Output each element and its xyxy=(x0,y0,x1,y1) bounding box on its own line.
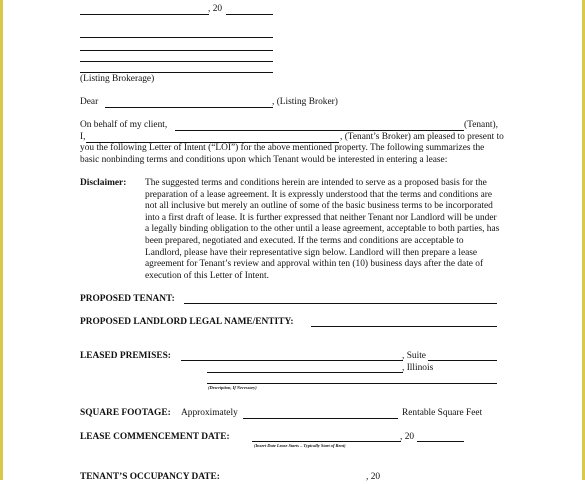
commencement-date-line[interactable] xyxy=(252,441,401,442)
listing-broker-line xyxy=(105,107,273,108)
occupancy-suffix: , 20 xyxy=(366,472,381,482)
proposed-tenant-label: PROPOSED TENANT: xyxy=(80,294,175,304)
description-note: (Description, If Necessary) xyxy=(208,385,257,390)
disclaimer-line: The suggested terms and conditions herein are intended to serve as a proposed basis for the xyxy=(145,178,487,188)
disclaimer-line: agreement for Tenant’s review and approval within ten (10) business days after the date of xyxy=(145,259,484,270)
address-line-3 xyxy=(80,61,273,62)
leased-premises-label: LEASED PREMISES: xyxy=(80,351,171,361)
suite-line[interactable] xyxy=(428,360,497,361)
listing-brokerage-label: (Listing Brokerage) xyxy=(80,74,155,84)
city-line[interactable] xyxy=(207,372,403,373)
date-line xyxy=(80,14,209,15)
intro-line1-start: On behalf of my client, xyxy=(80,120,168,130)
disclaimer-line: execution of this Letter of Intent. xyxy=(145,270,269,281)
disclaimer-text xyxy=(145,178,519,282)
client-name-line xyxy=(175,130,464,131)
commencement-year-line[interactable] xyxy=(417,441,464,442)
disclaimer-line: into a first draft of lease. It is further expressed that neither Tenant nor Landlord will be under xyxy=(145,212,497,223)
intro-line2-start: I, xyxy=(80,132,86,142)
rentable-sq-ft-label: Rentable Square Feet xyxy=(402,408,483,418)
occupancy-date-label: TENANT’S OCCUPANCY DATE: xyxy=(80,472,220,482)
address-line-2 xyxy=(80,50,273,51)
disclaimer-line: been prepared, negotiated and executed. If the terms and conditions are acceptable to xyxy=(145,235,464,246)
square-footage-label: SQUARE FOOTAGE: xyxy=(80,408,171,418)
date-suffix: , 20 xyxy=(208,4,223,14)
intro-line3: you the following Letter of Intent (“LOI”) for the above mentioned property. The following summarizes the xyxy=(80,143,485,153)
landlord-name-label: PROPOSED LANDLORD LEGAL NAME/ENTITY: xyxy=(80,317,294,327)
dear-label: Dear xyxy=(80,97,99,107)
commencement-suffix: , 20 xyxy=(400,432,415,442)
intro-line2-end: , (Tenant’s Broker) am pleased to present to xyxy=(340,132,504,142)
disclaimer-line: not all inclusive but merely an outline of some of the basic business terms to be incorporated xyxy=(145,201,493,212)
address-line-1 xyxy=(80,37,273,38)
intro-line4: basic nonbinding terms and conditions upon which Tenant would be interested in entering a lease: xyxy=(80,155,448,165)
disclaimer-label: Disclaimer: xyxy=(80,178,127,188)
square-footage-line[interactable] xyxy=(243,418,398,419)
approximately-label: Approximately xyxy=(181,408,238,418)
premises-address-line[interactable] xyxy=(181,360,403,361)
intro-line1-end: (Tenant), xyxy=(464,120,498,130)
disclaimer-line: preparation of a lease agreement. It is expressly understood that the terms and conditions are xyxy=(145,189,493,200)
description-line[interactable] xyxy=(207,383,497,384)
listing-broker-label: , (Listing Broker) xyxy=(272,97,338,107)
commencement-note: (Insert Date Lease Starts – Typically Start of Rent) xyxy=(254,443,346,448)
proposed-tenant-line[interactable] xyxy=(184,303,497,304)
illinois-label: , Illinois xyxy=(402,363,434,373)
landlord-name-line[interactable] xyxy=(311,326,497,327)
suite-label: , Suite xyxy=(402,351,426,361)
lease-commencement-label: LEASE COMMENCEMENT DATE: xyxy=(80,432,230,442)
disclaimer-line: a legally binding obligation to the other until a lease agreement, acceptable to both parties, has xyxy=(145,224,500,235)
date-year-line xyxy=(226,14,273,15)
disclaimer-line: Landlord, please have their representative sign below. Landlord will then prepare a lease xyxy=(145,247,478,258)
address-line-4 xyxy=(80,72,273,73)
